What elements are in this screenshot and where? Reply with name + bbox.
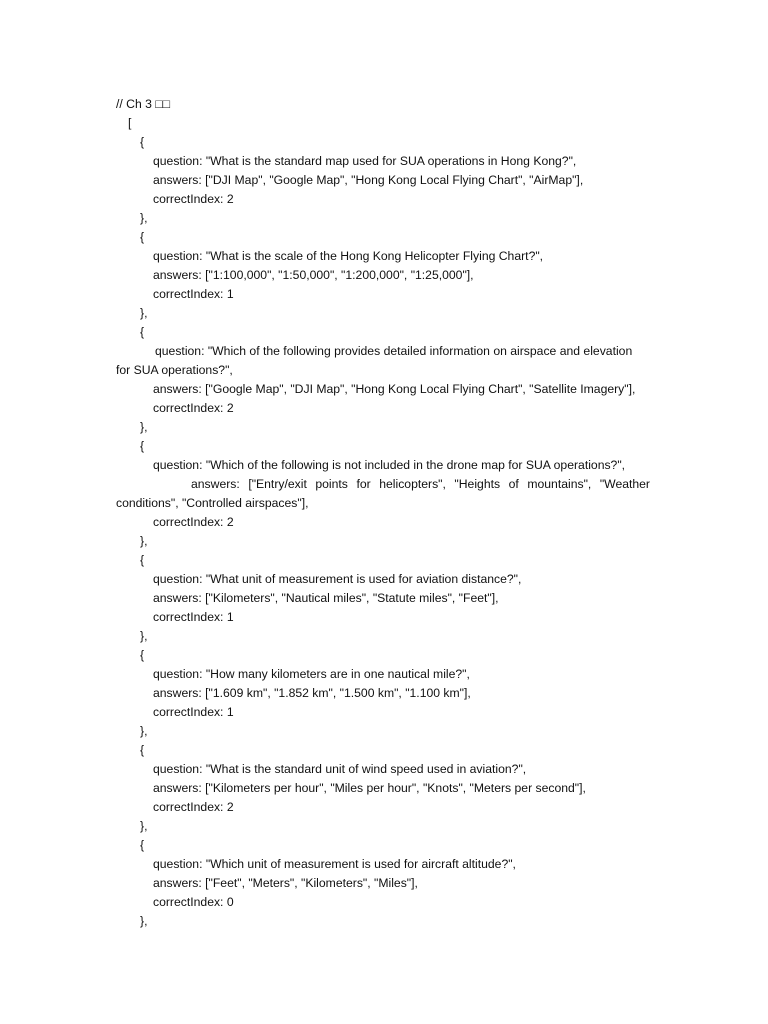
question-line: question: "Which unit of measurement is used for aircraft altitude?", <box>153 857 516 871</box>
object-close-brace: }, <box>140 211 148 225</box>
correct-index-line: correctIndex: 1 <box>153 287 234 301</box>
object-open-brace: { <box>140 135 145 149</box>
object-close-brace: }, <box>140 420 148 434</box>
object-close-brace: }, <box>140 914 148 928</box>
answers-line-continued: conditions", "Controlled airspaces"], <box>116 496 309 510</box>
object-close-brace: }, <box>140 629 148 643</box>
question-line: question: "What is the standard map used for SUA operations in Hong Kong?", <box>153 154 577 168</box>
object-open-brace: { <box>140 743 145 757</box>
correct-index-line: correctIndex: 0 <box>153 895 234 909</box>
object-open-brace: { <box>140 439 145 453</box>
answers-line: answers: ["Kilometers", "Nautical miles", "Statute miles", "Feet"], <box>153 591 499 605</box>
object-close-brace: }, <box>140 724 148 738</box>
correct-index-line: correctIndex: 1 <box>153 610 234 624</box>
question-line: question: "What unit of measurement is used for aviation distance?", <box>153 572 522 586</box>
answers-line: answers: ["DJI Map", "Google Map", "Hong Kong Local Flying Chart", "AirMap"], <box>153 173 584 187</box>
object-close-brace: }, <box>140 534 148 548</box>
question-line: question: "Which of the following is not included in the drone map for SUA operations?", <box>153 458 626 472</box>
object-open-brace: { <box>140 648 145 662</box>
object-open-brace: { <box>140 230 145 244</box>
object-close-brace: }, <box>140 819 148 833</box>
question-line: question: "Which of the following provides detailed information on airspace and elevation <box>155 344 633 358</box>
answers-line: answers: ["1:100,000", "1:50,000", "1:200,000", "1:25,000"], <box>153 268 474 282</box>
answers-line: answers: ["Entry/exit points for helicopters", "Heights of mountains", "Weather <box>191 477 650 491</box>
correct-index-line: correctIndex: 1 <box>153 705 234 719</box>
object-open-brace: { <box>140 838 145 852</box>
question-line-continued: for SUA operations?", <box>116 363 233 377</box>
correct-index-line: correctIndex: 2 <box>153 192 234 206</box>
correct-index-line: correctIndex: 2 <box>153 800 234 814</box>
object-open-brace: { <box>140 553 145 567</box>
object-open-brace: { <box>140 325 145 339</box>
chapter-header: // Ch 3 □□ <box>116 97 171 111</box>
array-open-bracket: [ <box>128 116 132 130</box>
question-line: question: "How many kilometers are in one nautical mile?", <box>153 667 470 681</box>
answers-line: answers: ["Feet", "Meters", "Kilometers", "Miles"], <box>153 876 418 890</box>
correct-index-line: correctIndex: 2 <box>153 515 234 529</box>
answers-line: answers: ["1.609 km", "1.852 km", "1.500 km", "1.100 km"], <box>153 686 471 700</box>
object-close-brace: }, <box>140 306 148 320</box>
answers-line: answers: ["Kilometers per hour", "Miles per hour", "Knots", "Meters per second"], <box>153 781 586 795</box>
question-line: question: "What is the standard unit of wind speed used in aviation?", <box>153 762 527 776</box>
correct-index-line: correctIndex: 2 <box>153 401 234 415</box>
answers-line: answers: ["Google Map", "DJI Map", "Hong Kong Local Flying Chart", "Satellite Imagery"], <box>153 382 636 396</box>
question-line: question: "What is the scale of the Hong Kong Helicopter Flying Chart?", <box>153 249 544 263</box>
